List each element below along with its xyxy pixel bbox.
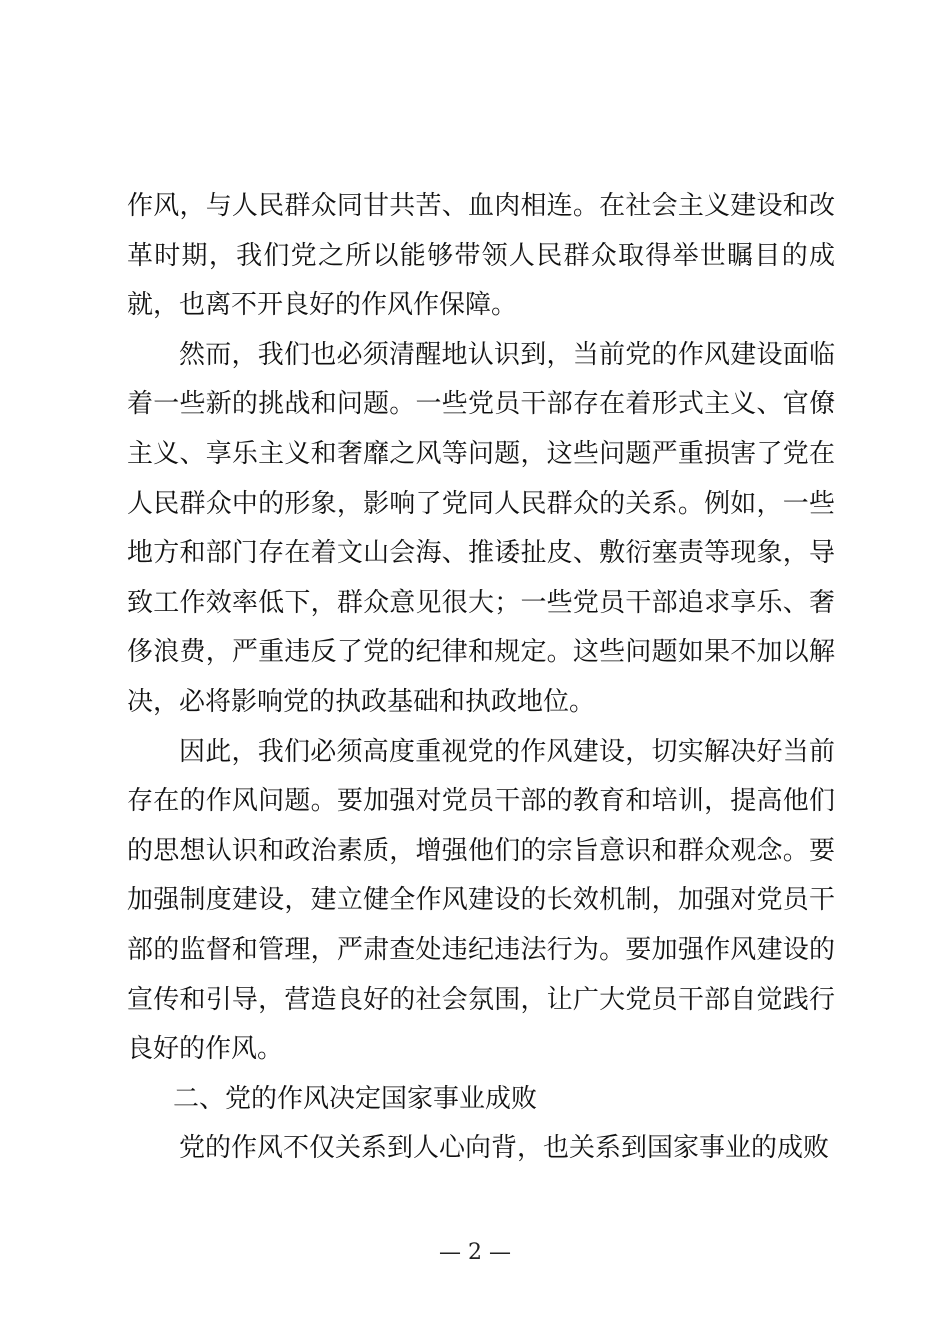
document-body [127,182,835,1174]
page-number: — 2 — [439,1240,511,1265]
paragraph-4: 党的作风不仅关系到人心向背，也关系到国家事业的成败 [179,1133,830,1164]
paragraph-1: 作风，与人民群众同甘共苦、血肉相连。在社会主义建设和改革时期，我们党之所以能够带领人民群众取得举世瞩目的成就，也离不开良好的作风作保障。 [127,191,835,321]
section-heading: 二、党的作风决定国家事业成败 [173,1083,538,1114]
paragraph-3: 因此，我们必须高度重视党的作风建设，切实解决好当前存在的作风问题。要加强对党员干部的教育和培训，提高他们的思想认识和政治素质，增强他们的宗旨意识和群众观念。要加强制度建设，建立健全作风建设的长效机制，加强对党员干部的监督和管理，严肃查处违纪违法行为。要加强作风建设的宣传和引导，营造良好的社会氛围，让广大党员干部自觉践行良好的作风。 [127,736,835,1065]
paragraph-2: 然而，我们也必须清醒地认识到，当前党的作风建设面临着一些新的挑战和问题。一些党员干部存在着形式主义、官僚主义、享乐主义和奢靡之风等问题，这些问题严重损害了党在人民群众中的形象，影响了党同人民群众的关系。例如，一些地方和部门存在着文山会海、推诿扯皮、敷衍塞责等现象，导致工作效率低下，群众意见很大；一些党员干部追求享乐、奢侈浪费，严重违反了党的纪律和规定。这些问题如果不加以解决，必将影响党的执政基础和执政地位。 [127,339,835,717]
